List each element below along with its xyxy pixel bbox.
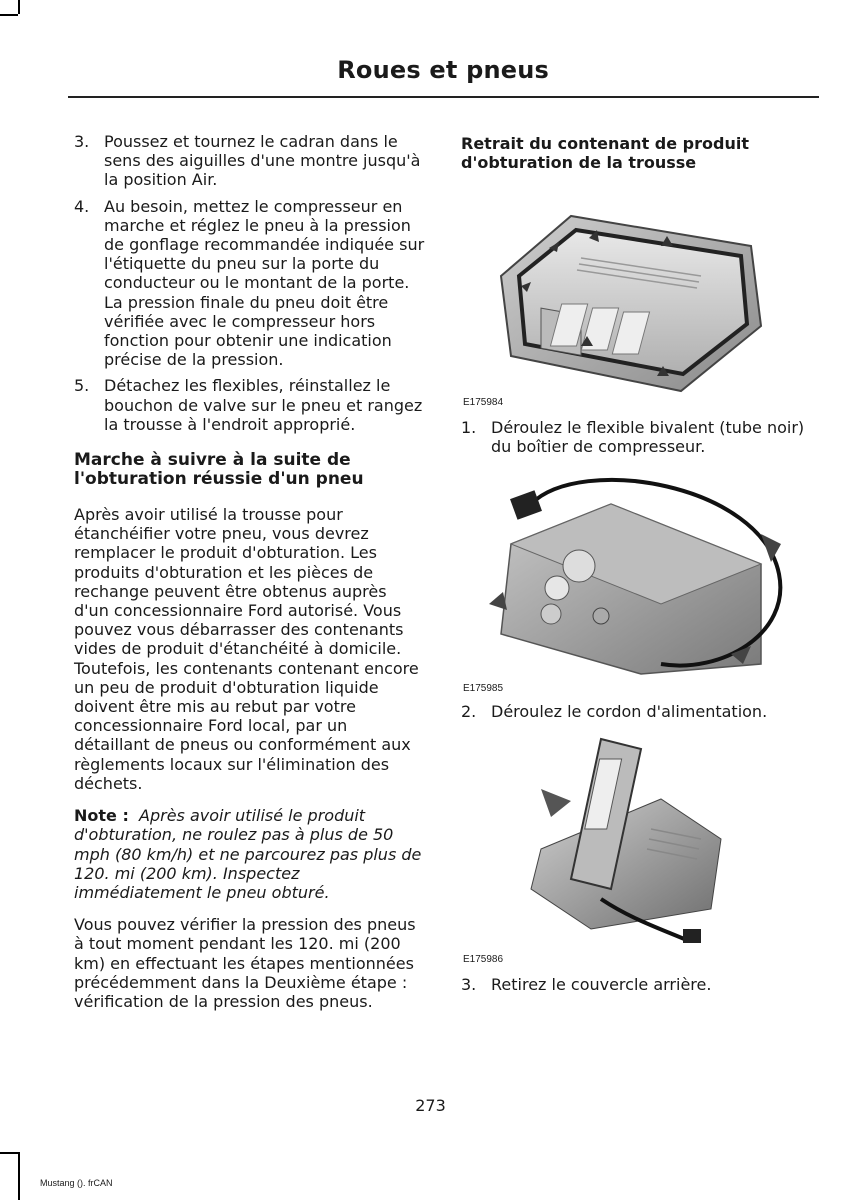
crop-mark [18, 1152, 20, 1200]
step-text: Déroulez le cordon d'alimentation. [491, 702, 768, 722]
list-item [74, 376, 426, 434]
crop-mark [0, 1152, 18, 1154]
figure-code: E175985 [463, 683, 504, 695]
step-number: 4. [74, 196, 90, 216]
step-text: Retirez le couvercle arrière. [491, 974, 712, 994]
page-title: Roues et pneus [337, 56, 549, 84]
figure-compressor-lid [461, 176, 817, 408]
step-number: 5. [74, 376, 90, 396]
step-text: Au besoin, mettez le compresseur en marche et réglez le pneu à la pression de gonflage recommandée indiquée sur l'étiquette du pneu sur la porte du conducteur ou le montant de la porte. La pression finale du pneu doit être vérifiée avec le compresseur hors fonction pour obtenir une indication précise de la pression. [104, 196, 425, 370]
step-number: 1. [461, 418, 477, 437]
step-number: 3. [74, 132, 90, 151]
compressor-lid-illustration [461, 176, 817, 394]
step-number: 3. [461, 974, 477, 994]
paragraph: Après avoir utilisé la trousse pour étanchéifier votre pneu, vous devrez remplacer le produit d'obturation. Les produits d'obturation et les pièces de rechange peuvent être obtenus auprès d'un concessionnaire Ford autorisé. Vous pouvez vous débarrasser des contenants vides de produit d'étanchéité à domicile. Toutefois, les contenants contenant encore un peu de produit d'obturation liquide doivent être mis au rebut par votre concessionnaire Ford local, par un détaillant de pneus ou conformément aux règlements locaux sur l'élimination des déchets. [74, 505, 419, 793]
figure-code: E175984 [463, 397, 504, 408]
step-number: 2. [461, 702, 477, 722]
crop-mark [18, 0, 20, 14]
list-item [461, 418, 817, 456]
right-column [461, 132, 817, 1001]
step-text: Déroulez le flexible bivalent (tube noir) du boîtier de compresseur. [491, 418, 805, 457]
note [74, 806, 426, 902]
paragraph: Vous pouvez vérifier la pression des pneus à tout moment pendant les 120. mi (200 km) en effectuant les étapes mentionnées précédemment dans la Deuxième étape : vérification de la pression des pneus. [74, 915, 416, 1011]
dual-hose-illustration [461, 464, 817, 680]
figure-dual-hose [461, 464, 817, 694]
note-text: Après avoir utilisé le produit d'obturation, ne roulez pas à plus de 50 mph (80 km/h) et ne parcourez pas plus de 120. mi (200 km). Inspectez immédiatement le pneu obturé. [74, 806, 422, 902]
section-subheading: Retrait du contenant de produit d'obturation de la trousse [461, 134, 749, 172]
list-item [461, 975, 817, 994]
page-number: 273 [415, 1096, 446, 1115]
power-cord-illustration [461, 729, 817, 951]
header-divider [68, 96, 819, 98]
figure-power-cord [461, 729, 817, 965]
list-item [74, 197, 426, 370]
crop-mark [0, 14, 18, 16]
footer-text: Mustang (). frCAN [40, 1178, 113, 1188]
left-column [74, 132, 426, 1024]
step-text: Poussez et tournez le cadran dans le sens des aiguilles d'une montre jusqu'à la position Air. [104, 132, 421, 190]
list-item [461, 702, 817, 721]
figure-code: E175986 [463, 953, 504, 965]
section-heading: Marche à suivre à la suite de l'obturation réussie d'un pneu [74, 450, 364, 490]
step-text: Détachez les flexibles, réinstallez le bouchon de valve sur le pneu et rangez la trousse à l'endroit approprié. [104, 376, 423, 434]
list-item [74, 132, 426, 190]
note-label: Note : [74, 806, 129, 826]
